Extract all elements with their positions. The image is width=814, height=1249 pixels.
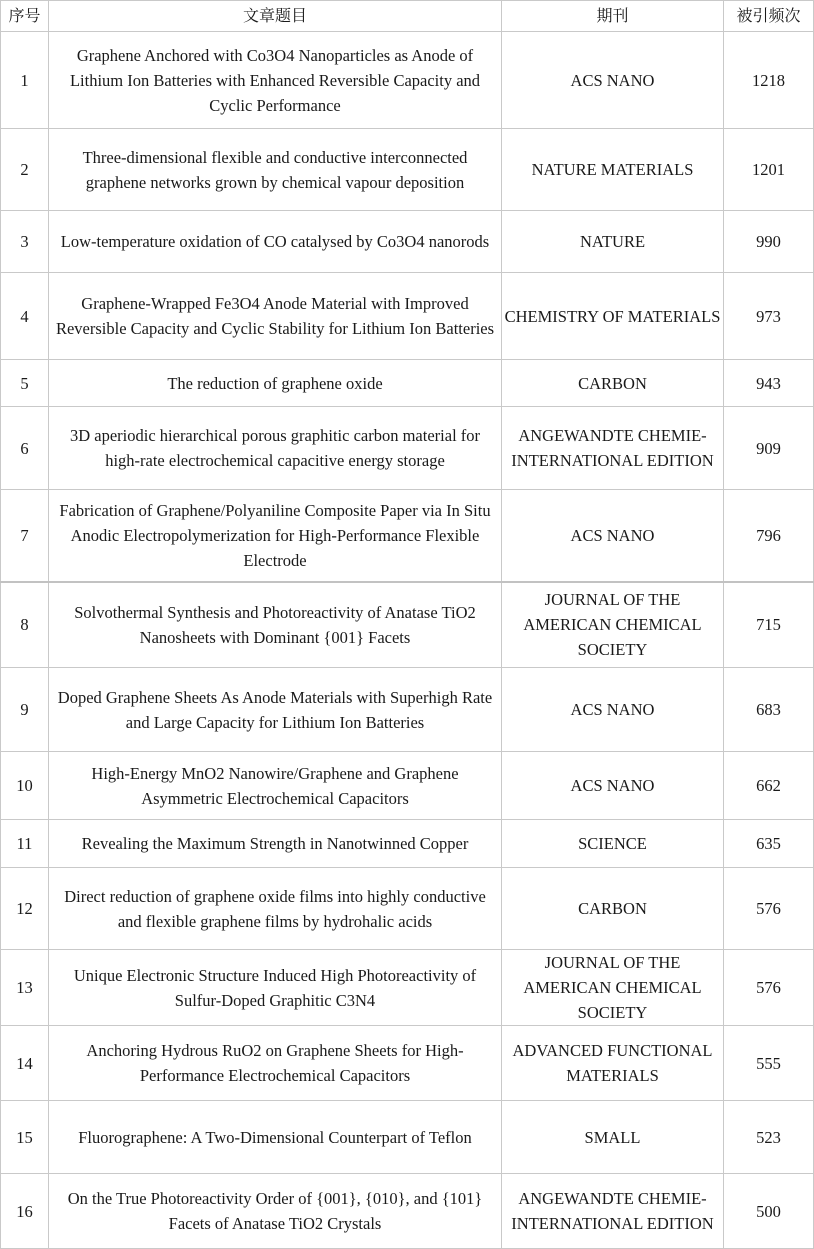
table-row xyxy=(1,1026,814,1101)
table-row xyxy=(1,129,814,211)
row-title: Anchoring Hydrous RuO2 on Graphene Sheets for High-Performance Electrochemical Capacitors xyxy=(49,1026,502,1101)
row-index: 12 xyxy=(1,868,49,950)
row-index: 8 xyxy=(1,582,49,668)
row-index: 13 xyxy=(1,950,49,1026)
row-journal: CARBON xyxy=(502,868,724,950)
row-citations: 576 xyxy=(724,950,814,1026)
row-title: Fluorographene: A Two-Dimensional Counterpart of Teflon xyxy=(49,1101,502,1174)
row-title: Doped Graphene Sheets As Anode Materials with Superhigh Rate and Large Capacity for Lithium Ion Batteries xyxy=(49,668,502,752)
table-header-row xyxy=(1,1,814,32)
row-citations: 576 xyxy=(724,868,814,950)
row-journal: NATURE xyxy=(502,211,724,273)
row-index: 3 xyxy=(1,211,49,273)
row-citations: 909 xyxy=(724,407,814,490)
row-journal: CARBON xyxy=(502,360,724,407)
table-row xyxy=(1,211,814,273)
row-title: Fabrication of Graphene/Polyaniline Composite Paper via In Situ Anodic Electropolymerization for High-Performance Flexible Electrode xyxy=(49,490,502,582)
row-title: Graphene Anchored with Co3O4 Nanoparticles as Anode of Lithium Ion Batteries with Enhanced Reversible Capacity and Cyclic Performance xyxy=(49,32,502,129)
table-row xyxy=(1,950,814,1026)
table-row xyxy=(1,868,814,950)
row-citations: 1201 xyxy=(724,129,814,211)
row-index: 2 xyxy=(1,129,49,211)
row-journal: ACS NANO xyxy=(502,490,724,582)
row-index: 10 xyxy=(1,752,49,820)
row-title: Three-dimensional flexible and conductive interconnected graphene networks grown by chemical vapour deposition xyxy=(49,129,502,211)
table-row xyxy=(1,1174,814,1249)
row-journal: SCIENCE xyxy=(502,820,724,868)
header-index: 序号 xyxy=(1,1,49,32)
row-title: On the True Photoreactivity Order of {001}, {010}, and {101} Facets of Anatase TiO2 Crystals xyxy=(49,1174,502,1249)
row-citations: 715 xyxy=(724,582,814,668)
row-journal: JOURNAL OF THE AMERICAN CHEMICAL SOCIETY xyxy=(502,582,724,668)
row-citations: 990 xyxy=(724,211,814,273)
row-journal: SMALL xyxy=(502,1101,724,1174)
row-citations: 796 xyxy=(724,490,814,582)
row-index: 1 xyxy=(1,32,49,129)
table-row xyxy=(1,582,814,668)
row-title: Low-temperature oxidation of CO catalysed by Co3O4 nanorods xyxy=(49,211,502,273)
header-journal: 期刊 xyxy=(502,1,724,32)
row-citations: 662 xyxy=(724,752,814,820)
row-citations: 683 xyxy=(724,668,814,752)
row-journal: ADVANCED FUNCTIONAL MATERIALS xyxy=(502,1026,724,1101)
row-citations: 555 xyxy=(724,1026,814,1101)
row-journal: JOURNAL OF THE AMERICAN CHEMICAL SOCIETY xyxy=(502,950,724,1026)
row-citations: 500 xyxy=(724,1174,814,1249)
row-journal: ACS NANO xyxy=(502,32,724,129)
row-index: 7 xyxy=(1,490,49,582)
row-journal: ANGEWANDTE CHEMIE-INTERNATIONAL EDITION xyxy=(502,407,724,490)
table-row xyxy=(1,360,814,407)
table-row xyxy=(1,668,814,752)
row-title: High-Energy MnO2 Nanowire/Graphene and Graphene Asymmetric Electrochemical Capacitors xyxy=(49,752,502,820)
row-citations: 943 xyxy=(724,360,814,407)
row-title: Unique Electronic Structure Induced High Photoreactivity of Sulfur-Doped Graphitic C3N4 xyxy=(49,950,502,1026)
table-row xyxy=(1,273,814,360)
table-row xyxy=(1,490,814,582)
table-row xyxy=(1,820,814,868)
row-index: 6 xyxy=(1,407,49,490)
row-title: Graphene-Wrapped Fe3O4 Anode Material with Improved Reversible Capacity and Cyclic Stability for Lithium Ion Batteries xyxy=(49,273,502,360)
row-title: The reduction of graphene oxide xyxy=(49,360,502,407)
row-citations: 973 xyxy=(724,273,814,360)
row-journal: NATURE MATERIALS xyxy=(502,129,724,211)
table-row xyxy=(1,407,814,490)
row-index: 5 xyxy=(1,360,49,407)
row-citations: 1218 xyxy=(724,32,814,129)
row-title: Revealing the Maximum Strength in Nanotwinned Copper xyxy=(49,820,502,868)
row-citations: 523 xyxy=(724,1101,814,1174)
row-title: Solvothermal Synthesis and Photoreactivity of Anatase TiO2 Nanosheets with Dominant {001} Facets xyxy=(49,582,502,668)
table-row xyxy=(1,752,814,820)
row-index: 16 xyxy=(1,1174,49,1249)
row-journal: ACS NANO xyxy=(502,668,724,752)
row-journal: ACS NANO xyxy=(502,752,724,820)
row-citations: 635 xyxy=(724,820,814,868)
row-index: 11 xyxy=(1,820,49,868)
row-index: 14 xyxy=(1,1026,49,1101)
row-index: 9 xyxy=(1,668,49,752)
table-row xyxy=(1,32,814,129)
header-citations: 被引频次 xyxy=(724,1,814,32)
row-journal: CHEMISTRY OF MATERIALS xyxy=(502,273,724,360)
row-title: Direct reduction of graphene oxide films into highly conductive and flexible graphene films by hydrohalic acids xyxy=(49,868,502,950)
row-journal: ANGEWANDTE CHEMIE-INTERNATIONAL EDITION xyxy=(502,1174,724,1249)
table-row xyxy=(1,1101,814,1174)
row-index: 15 xyxy=(1,1101,49,1174)
row-index: 4 xyxy=(1,273,49,360)
row-title: 3D aperiodic hierarchical porous graphitic carbon material for high-rate electrochemical capacitive energy storage xyxy=(49,407,502,490)
header-title: 文章题目 xyxy=(49,1,502,32)
